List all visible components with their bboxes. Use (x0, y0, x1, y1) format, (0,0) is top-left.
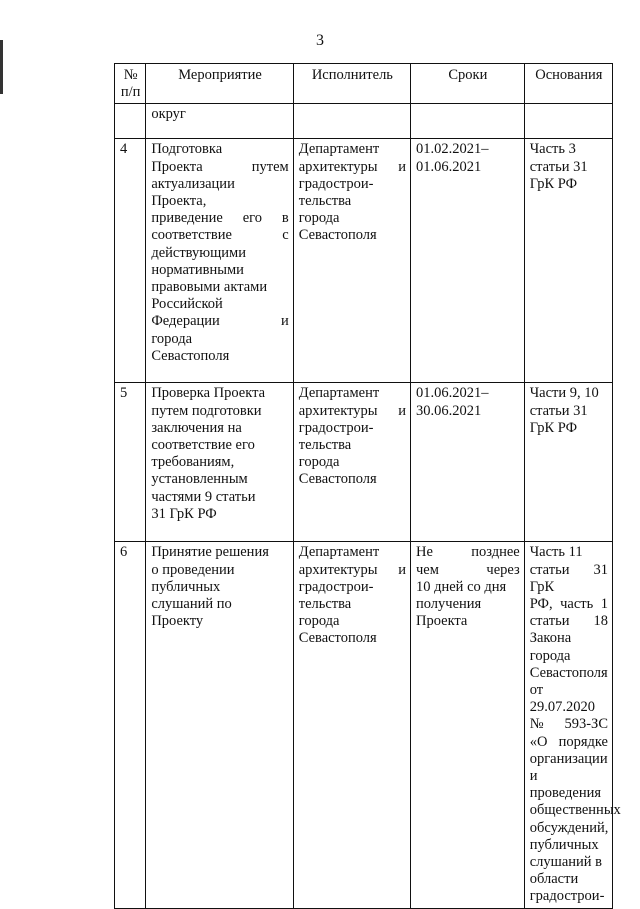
text-line: Федерации и (151, 313, 289, 330)
cell-basis (524, 542, 621, 908)
cell-event (146, 383, 293, 542)
text-line: путем подготовки (151, 402, 262, 419)
text-line: получения (415, 596, 482, 613)
text-line: Департамент (298, 141, 380, 158)
text-line: 01.06.2021 (415, 158, 482, 175)
text-line: Части 9, 10 (529, 385, 599, 402)
header-executor: Исполнитель (293, 64, 410, 104)
cell-event (146, 139, 293, 383)
text-line: 01.02.2021– (415, 141, 489, 158)
text-line: от 29.07.2020 (529, 682, 595, 716)
text-line: 01.06.2021– (415, 385, 489, 402)
text-line: установленным (151, 471, 248, 488)
cell-executor (293, 542, 410, 908)
table-row-continuation (115, 104, 613, 139)
text-line: Севастополя (298, 630, 377, 647)
text-line: РФ, часть 1 (529, 596, 608, 613)
text-line: тельства (298, 437, 352, 454)
text-line: публичных (529, 836, 599, 853)
table-row (115, 542, 613, 908)
header-event: Мероприятие (146, 64, 293, 104)
cell-number: 6 (115, 542, 146, 908)
text-line: статьи 31 (529, 158, 588, 175)
cell-dates (410, 104, 524, 139)
text-line: слушаний по (151, 596, 232, 613)
text-line: соответствие его (151, 437, 255, 454)
table-row (115, 139, 613, 383)
table-row (115, 383, 613, 542)
text-line: города (298, 210, 340, 227)
text-line: правовыми актами (151, 279, 268, 296)
text-line: ГрК РФ (529, 419, 578, 436)
cell-executor (293, 104, 410, 139)
text-line: действующими (151, 244, 246, 261)
text-line: проведения (529, 785, 602, 802)
cell-executor (293, 383, 410, 542)
text-line: публичных (151, 578, 221, 595)
text-line: градострои- (529, 888, 605, 905)
text-line: 31 ГрК РФ (151, 505, 217, 522)
text-line: Проекта, (151, 193, 207, 210)
text-line: Проекту (151, 613, 204, 630)
text-line: требованиям, (151, 454, 235, 471)
text-line: ГрК РФ (529, 175, 578, 192)
text-line: общественных (529, 802, 621, 819)
text-line: Часть 3 (529, 141, 576, 158)
text-line: Не позднее (415, 544, 520, 561)
text-line: Российской (151, 296, 223, 313)
text-line: Севастополя (151, 347, 230, 364)
page-number: 3 (316, 32, 324, 49)
events-table (114, 63, 621, 909)
cell-event (146, 542, 293, 908)
text-line: организации и (529, 750, 608, 785)
text-line: Проекта (415, 613, 468, 630)
text-line: Закона города (529, 630, 572, 664)
text-line: Принятие решения (151, 544, 269, 561)
cell-number: 5 (115, 383, 146, 542)
cell-basis (524, 104, 612, 139)
text-line: чем через (415, 561, 520, 578)
text-line: частями 9 статьи (151, 488, 256, 505)
cell-event: округ (146, 104, 293, 139)
header-basis: Основания (524, 64, 612, 104)
text-line: статьи 18 (529, 613, 608, 630)
text-line: Севастополя (298, 227, 377, 244)
cell-basis (524, 139, 612, 383)
cell-number (115, 104, 146, 139)
table-header-row (115, 64, 613, 104)
text-line: города (298, 613, 340, 630)
cell-basis (524, 383, 612, 542)
text-line: статьи 31 (529, 402, 588, 419)
text-line: № 593-ЗС (529, 716, 608, 733)
text-line: области (529, 871, 579, 888)
text-line: приведение его в (151, 210, 289, 227)
cell-dates (410, 139, 524, 383)
cell-number: 4 (115, 139, 146, 383)
text-line: о проведении (151, 561, 235, 578)
text-line: заключения на (151, 419, 242, 436)
text-line: Севастополя (298, 471, 377, 488)
text-line: 10 дней со дня (415, 578, 507, 595)
text-line: города (151, 330, 193, 347)
text-line: архитектуры и (298, 402, 406, 419)
text-line: Подготовка (151, 141, 223, 158)
text-line: Проверка Проекта (151, 385, 266, 402)
text-line: градострои- (298, 419, 374, 436)
header-number: № п/п (115, 64, 146, 104)
text-line: Часть 11 (529, 544, 583, 561)
text-line: Проекта путем (151, 158, 289, 175)
cell-dates (410, 542, 524, 908)
text-line: нормативными (151, 261, 244, 278)
text-line: статьи 31 ГрК (529, 561, 608, 595)
text-line: тельства (298, 596, 352, 613)
text-line: обсуждений, (529, 819, 609, 836)
text-line: градострои- (298, 175, 374, 192)
text-line: тельства (298, 193, 352, 210)
text-line: «О порядке (529, 733, 608, 750)
text-line: Севастополя (529, 664, 608, 681)
text-line: градострои- (298, 578, 374, 595)
text-line: слушаний в (529, 854, 603, 871)
text-line: актуализации (151, 175, 235, 192)
text-line: 30.06.2021 (415, 402, 482, 419)
cell-dates (410, 383, 524, 542)
text-line: Департамент (298, 385, 380, 402)
text-line: города (298, 454, 340, 471)
text-line: архитектуры и (298, 561, 406, 578)
header-dates: Сроки (410, 64, 524, 104)
text-line: Департамент (298, 544, 380, 561)
text-line: соответствие с (151, 227, 289, 244)
text-line: архитектуры и (298, 158, 406, 175)
cell-executor (293, 139, 410, 383)
